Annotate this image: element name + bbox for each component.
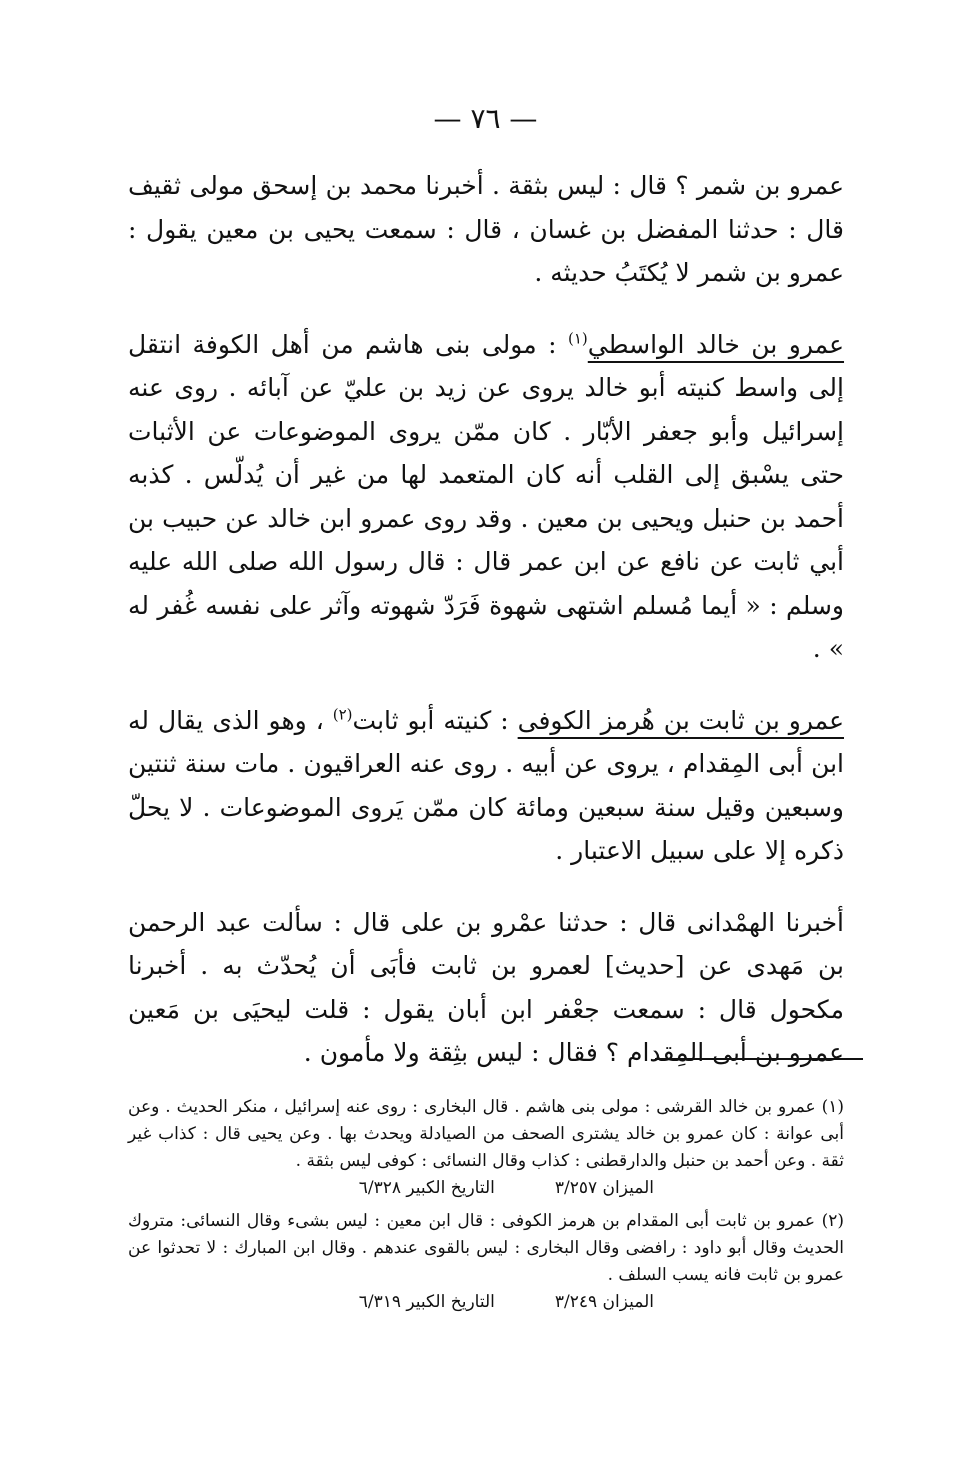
footnote-references	[128, 1175, 844, 1202]
footnote-2	[128, 1208, 844, 1316]
paragraph-text: أخبرنا الهمْدانى قال : حدثنا عمْرو بن على قال : سألت عبد الرحمن بن مَهدى عن [حديث] لعمرو بن ثابت فأبَى أن يُحدّث به . أخبرنا مكحول قال : سمعت جعْفر ابن أبان يقول : قلت ليحيَى بن مَعين عمرو بن أبى المِقدام ؟ فقال : ليس بثِقة ولا مأمون .	[128, 907, 844, 1067]
footnote-mark: (٢)	[332, 705, 353, 724]
footnote-separator	[655, 1058, 863, 1060]
paragraph-text: عمرو بن شمر ؟ قال : ليس بثقة . أخبرنا محمد بن إسحق مولى ثقيف قال : حدثنا المفضل بن غسان ، قال : سمعت يحيى بن معين يقول : عمرو بن شمر لا يُكتَبُ حديثه .	[128, 171, 844, 287]
footnote-references	[128, 1289, 844, 1316]
reference-tarikh: التاريخ الكبير ٦/٣٢٨	[358, 1178, 495, 1198]
entry-amr-ibn-khalid	[128, 323, 844, 671]
entry-headword: عمرو بن ثابت بن هُرمز الكوفى	[517, 705, 844, 735]
footnote-mark: (١)	[568, 329, 588, 348]
entry-text: : مولى بنى هاشم من أهل الكوفة انتقل إلى واسط كنيته أبو خالد يروى عن زيد بن عليّ عن آبائه . روى عنه إسرائيل وأبو جعفر الأبّار . كان ممّن يروى الموضوعات عن الأثبات حتى يسْبق إلى القلب أنه كان المتعمد لها من غير أن يُدلّس . كذبه أحمد بن حنبل ويحيى بن معين . وقد روى عمرو ابن خالد عن حبيب بن أبي ثابت عن نافع عن ابن عمر قال : قال رسول الله صلى الله عليه وسلم : « أيما مُسلم اشتهى شهوة فَرَدّ شهوته وآثر على نفسه غُفر له » .	[128, 329, 844, 663]
reference-mizan: الميزان ٣/٢٥٧	[554, 1178, 654, 1198]
reference-tarikh: التاريخ الكبير ٦/٣١٩	[358, 1292, 495, 1312]
footnote-text: (٢) عمرو بن ثابت أبى المقدام بن هرمز الكوفى : قال ابن معين : ليس بشىء وقال النسائى: متروك الحديث وقال أبو داود : رافضى وقال البخارى : ليس بالقوى عندهم . وقال ابن المبارك : لا تحدثوا عن عمرو بن ثابت فانه يسب السلف .	[128, 1211, 844, 1285]
reference-mizan: الميزان ٣/٢٤٩	[554, 1292, 654, 1312]
footnote-text: (١) عمرو بن خالد القرشى : مولى بنى هاشم . قال البخارى : روى عنه إسرائيل ، منكر الحديث . وعن أبى عوانة : كان عمرو بن خالد يشترى الصحف من الصيادلة ويحدث بها . وعن يحيى قال : كذاب غير ثقة . وعن أحمد بن حنبل والدارقطنى : كذاب وقال النسائى : كوفى ليس بثقة .	[128, 1097, 844, 1171]
page-number: — ٧٦ —	[433, 102, 538, 135]
paragraph-amr-ibn-shamr	[128, 164, 844, 295]
paragraph-hamdani-report	[128, 901, 844, 1075]
entry-amr-ibn-thabit	[128, 699, 844, 873]
main-text	[128, 164, 844, 1103]
entry-kunya: : كنيته أبو ثابت	[352, 705, 518, 735]
entry-text: ، وهو الذى يقال له ابن أبى المِقدام ، يروى عن أبيه . روى عنه العراقيون . مات سنة ثنتين وسبعين وقيل سنة سبعين ومائة كان ممّن يَروى الموضوعات . لا يحلّ ذكره إلا على سبيل الاعتبار .	[128, 705, 844, 865]
entry-headword: عمرو بن خالد الواسطي	[587, 329, 845, 359]
footnotes	[128, 1094, 844, 1322]
footnote-1	[128, 1094, 844, 1202]
